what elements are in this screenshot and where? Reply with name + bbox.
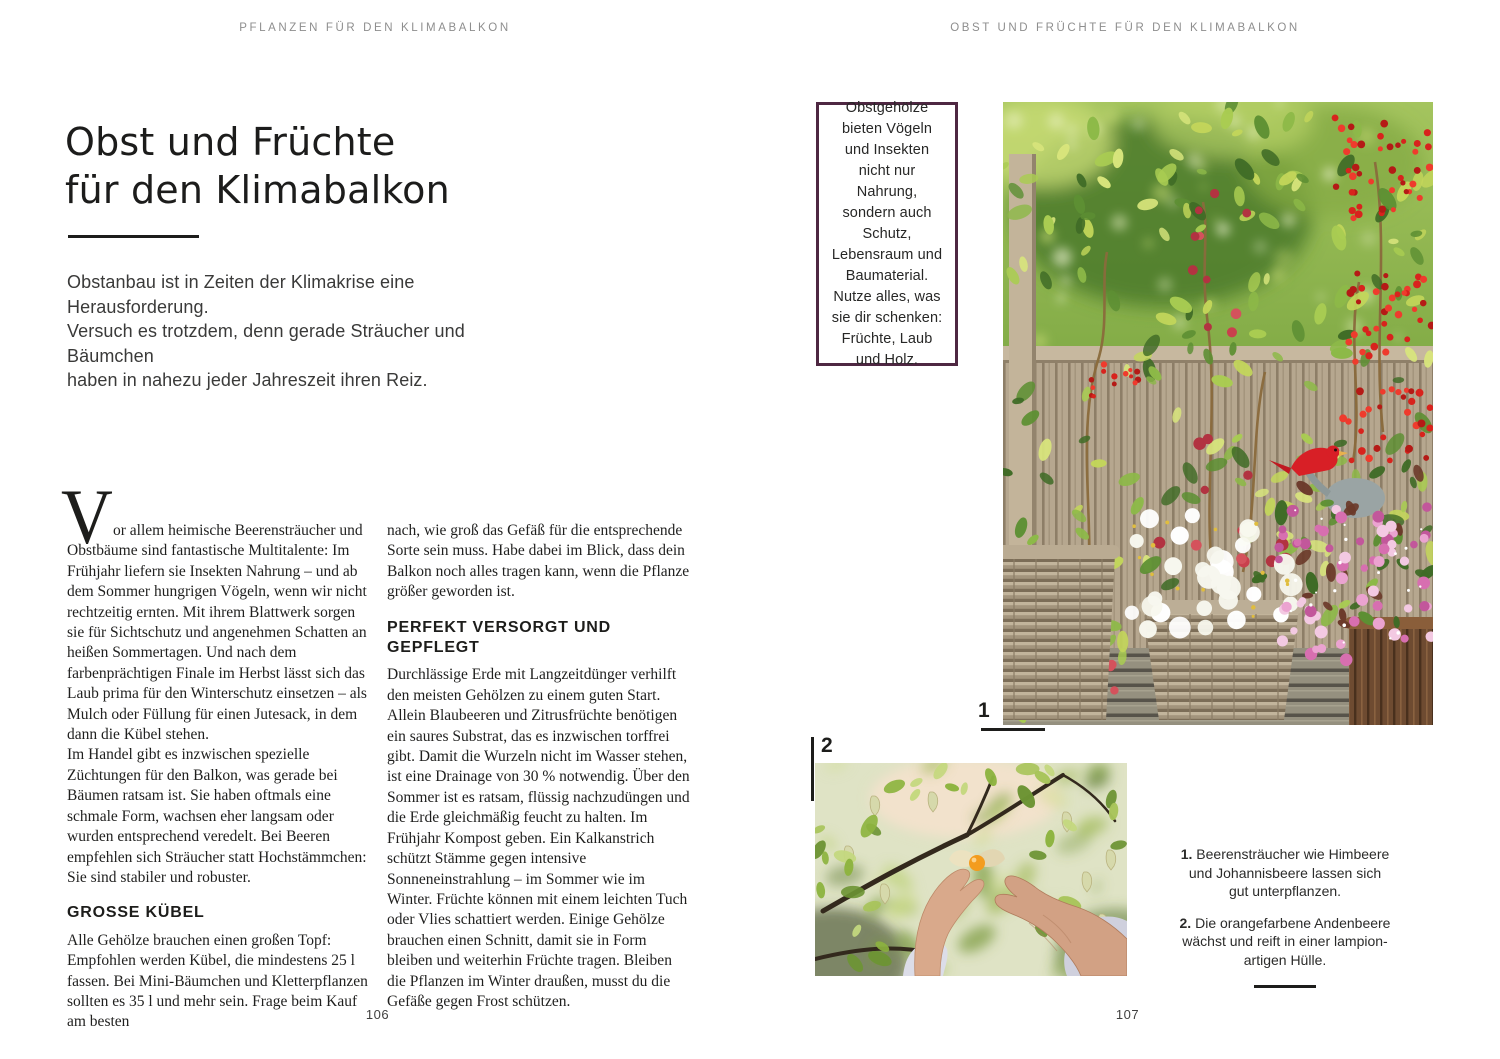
photo-label-1-rule	[981, 728, 1045, 731]
caption-1	[1179, 845, 1391, 901]
title-rule	[68, 235, 199, 238]
section-heading-grosse-kuebel: GROSSE KÜBEL	[67, 904, 205, 922]
photo-balcony-berry-shrubs	[1003, 102, 1433, 725]
intro-paragraph	[67, 270, 537, 393]
photo-label-2-rule	[811, 737, 814, 801]
body-paragraph-2: Im Handel gibt es inzwischen spezielle Züchtungen für den Balkon, was gerade bei Bäumen ratsam ist. Sie haben oftmals eine schmale Form, wachsen eher langsam oder wurden entsprechend veredelt. Bei Beeren empfehlen sich Sträucher statt Hochstämmchen: Sie sind stabiler und robuster.	[67, 746, 367, 886]
tip-box-text: Obstgehölze bieten Vögeln und Insekten nicht nur Nahrung, sondern auch Schutz, Lebensraum und Baumaterial. Nutze alles, was sie dir schenken: Früchte, Laub und Holz.	[831, 99, 943, 368]
section-heading-perfekt-versorgt: PERFEKT VERSORGT UND GEPFLEGT	[387, 618, 612, 657]
photo-balcony-illustration	[1003, 102, 1433, 725]
photo-label-2: 2	[821, 734, 833, 757]
caption-2-text: Die orangefarbene Andenbeere wächst und reift in einer lampionartigen Hülle.	[1182, 914, 1391, 968]
page-number-left: 106	[365, 1007, 390, 1022]
tip-box	[816, 99, 958, 368]
page-title-line1: Obst und Früchte	[65, 120, 396, 164]
body-paragraph-3-continued: nach, wie groß das Gefäß für die entsprechende Sorte sein muss. Habe dabei im Blick, dass dein Balkon noch alles tragen kann, wenn die Pflanze größer geworden ist.	[387, 522, 690, 601]
running-head-left: PFLANZEN FÜR DEN KLIMABALKON	[239, 22, 511, 34]
intro-line-1: Obstanbau ist in Zeiten der Klimakrise eine Herausforderung.	[67, 272, 415, 317]
berry-highlight	[972, 858, 977, 863]
page-number-right: 107	[1115, 1007, 1140, 1022]
page-title-line2: für den Klimabalkon	[65, 168, 450, 212]
photo-captions	[1179, 845, 1391, 988]
wicker-basket-left	[1003, 545, 1120, 720]
caption-rule	[1254, 985, 1316, 988]
body-paragraph-1: or allem heimische Beerensträucher und Obstbäume sind fantastische Multitalente: Im Frühjahr liefern sie Insekten Nahrung – und ab dem Sommer hungrigen Vögeln, wenn wir nicht rechtzeitig ernten. Mit ihrem Blattwerk sorgen sie für Sichtschutz und angenehmen Schatten an heißen Sommertagen. Und nach dem farbenprächtigen Finale im Herbst lässt sich das Laub prima für den Winterschutz einsetzen – als Mulch oder Füllung für einen Jutesack, in dem dann die Kübel stehen.	[67, 522, 367, 744]
photo-label-1: 1	[978, 699, 990, 722]
page-title	[65, 118, 625, 214]
photo-andenbeere-illustration	[815, 763, 1127, 976]
body-paragraph-4: Durchlässige Erde mit Langzeitdünger verhilft den meisten Gehölzen zu einem guten Start. Allein Blaubeeren und Zitrusfrüchte benötigen ein saures Substrat, das es inzwischen torffrei gibt. Damit die Wurzeln nicht im Wasser stehen, ist eine Drainage von 30 % notwendig. Über den Sommer ist es ratsam, flüssig nachzudüngen und die Erde gleichmäßig feucht zu halten. Im Frühjahr Kompost geben. Ein Kalkanstrich schützt Stämme gegen intensive Sonneneinstrahlung – im Sommer wie im Winter. Früchte können mit einem leichten Tuch oder Vlies schattiert werden. Einige Gehölze brauchen einen Schnitt, damit sie in Form bleiben und weiterhin Früchte tragen. Bleiben die Pflanzen im Winter draußen, musst du die Gefäße gegen Frost schützen.	[387, 666, 690, 1010]
caption-1-text: Beerensträucher wie Himbeere und Johannisbeere lassen sich gut unterpflanzen.	[1188, 846, 1390, 899]
caption-2	[1179, 914, 1391, 970]
intro-line-2: Versuch es trotzdem, denn gerade Sträucher und Bäumchen	[67, 321, 465, 366]
caption-1-number: 1.	[1180, 846, 1193, 862]
body-column-1	[67, 521, 372, 1033]
intro-line-3: haben in nahezu jeder Jahreszeit ihren Reiz.	[67, 370, 428, 390]
running-head-right: OBST UND FRÜCHTE FÜR DEN KLIMABALKON	[950, 22, 1300, 34]
caption-2-number: 2.	[1179, 914, 1192, 931]
body-paragraph-3: Alle Gehölze brauchen einen großen Topf: Empfohlen werden Kübel, die mindestens 25 l fassen. Bei Mini-Bäumchen und Kletterpflanzen sollten es 35 l und mehr sein. Frage beim Kauf am besten	[67, 931, 368, 1031]
orange-berry	[969, 855, 985, 871]
photo-andenbeere-harvest	[815, 763, 1127, 976]
drop-cap: V	[61, 473, 113, 560]
body-column-2	[387, 521, 692, 1012]
